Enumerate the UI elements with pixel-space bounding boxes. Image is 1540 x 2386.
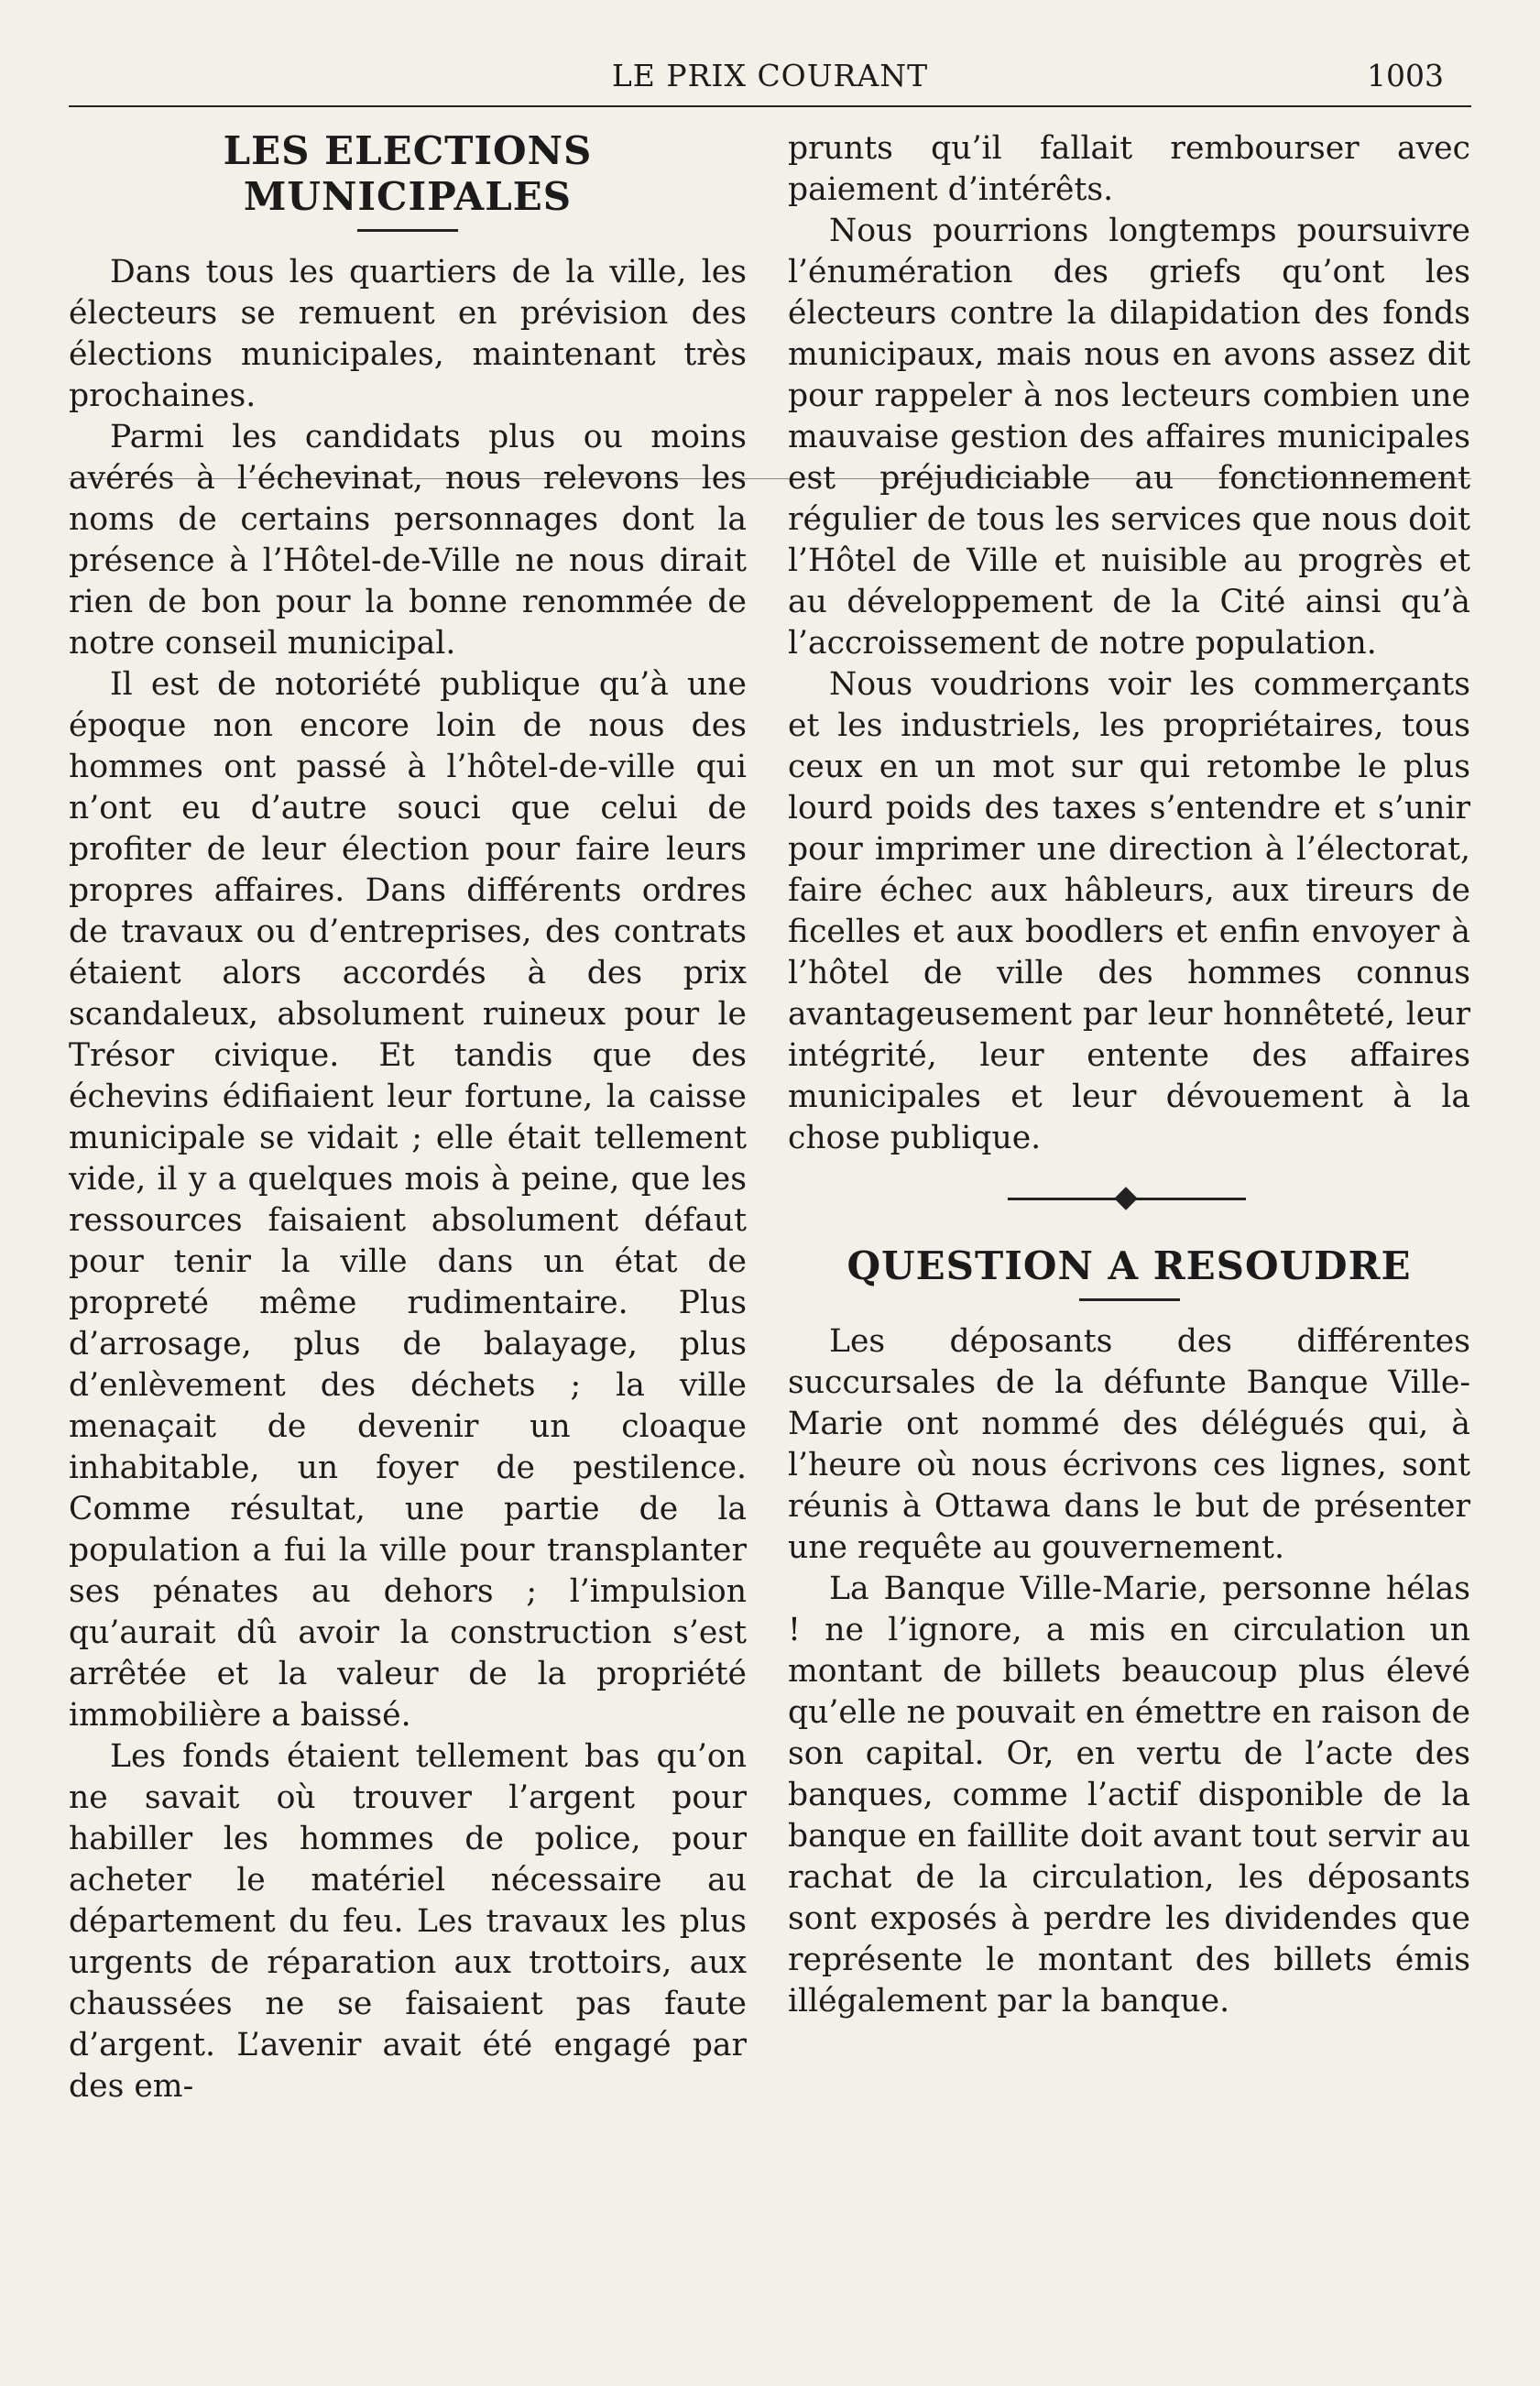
running-title: LE PRIX COURANT [611,58,929,93]
title-rule [357,229,458,232]
running-head [69,50,1471,107]
right-column [788,128,1470,2022]
article-paragraph: Nous pourrions longtemps poursuivre l’énumération des griefs qu’ont les électeurs contre la dilapidation des fonds municipaux, mais nous en avons assez dit pour rappeler à nos lecteurs combien une mauvaise gestion des affaires municipales est préjudiciable au fonctionnement régulier de tous les services que nous doit l’Hôtel de Ville et nuisible au progrès et au développement de la Cité ainsi qu’à l’accroissement de notre population. [788,213,1470,662]
ornament-diamond-icon [1114,1187,1137,1209]
article-paragraph-continued: prunts qu’il fallait rembourser avec paiement d’intérêts. [788,130,1470,208]
article-title-question: QUESTION A RESOUDRE [846,1243,1412,1288]
article-paragraph: Les fonds étaient tellement bas qu’on ne savait où trouver l’argent pour habiller les hommes de police, pour acheter le matériel nécessaire au département du feu. Les travaux les plus urgents de réparation aux trottoirs, aux chaussées ne se faisaient pas faute d’argent. L’avenir avait été engagé par des em- [69,1738,747,2105]
article-paragraph: Nous voudrions voir les commerçants et les industriels, les propriétaires, tous ceux en un mot sur qui retombe le plus lourd poids des taxes s’entendre et s’unir pour imprimer une direction à l’électorat, faire échec aux hâbleurs, aux tireurs de ficelles et aux boodlers et enfin envoyer à l’hôtel de ville des hommes connus avantageusement par leur honnêteté, leur intégrité, leur entente des affaires municipales et leur dévouement à la chose publique. [788,666,1470,1156]
title-rule [1079,1298,1180,1301]
article-paragraph: Il est de notoriété publique qu’à une époque non encore loin de nous des hommes ont passé à l’hôtel-de-ville qui n’ont eu d’autre souci que celui de profiter de leur élection pour faire leurs propres affaires. Dans différents ordres de travaux ou d’entreprises, des contrats étaient alors accordés à des prix scandaleux, absolument ruineux pour le Trésor civique. Et tandis que des échevins édifiaient leur fortune, la caisse municipale se vidait ; elle était tellement vide, il y a quelques mois à peine, que les ressources faisaient absolument défaut pour tenir la ville dans un état de propreté même rudimentaire. Plus d’arrosage, plus de balayage, plus d’enlèvement des déchets ; la ville menaçait de devenir un cloaque inhabitable, un foyer de pestilence. Comme résultat, une partie de la population a fui la ville pour transplanter ses pénates au dehors ; l’impulsion qu’aurait dû avoir la construction s’est arrêtée et la valeur de la propriété immobilière a baissé. [69,666,747,1734]
page-number: 1003 [1367,58,1444,93]
article-title-elections: LES ELECTIONS MUNICIPALES [223,128,593,219]
left-column [69,128,747,2107]
section-ornament [788,1172,1470,1227]
article-paragraph: Les déposants des différentes succursales de la défunte Banque Ville-Marie ont nommé des délégués qui, à l’heure où nous écrivons ces lignes, sont réunis à Ottawa dans le but de présenter une requête au gouvernement. [788,1323,1470,1566]
article-paragraph: La Banque Ville-Marie, personne hélas ! ne l’ignore, a mis en circulation un montant de billets beaucoup plus élevé qu’elle ne pouvait en émettre en raison de son capital. Or, en vertu de l’acte des banques, comme l’actif disponible de la banque en faillite doit avant tout servir au rachat de la circulation, les déposants sont exposés à perdre les dividendes que représente le montant des billets émis illégalement par la banque. [788,1571,1470,2019]
article-paragraph: Parmi les candidats plus ou moins avérés à l’échevinat, nous relevons les noms de certains personnages dont la présence à l’Hôtel-de-Ville ne nous dirait rien de bon pour la bonne renommée de notre conseil municipal. [69,419,747,662]
article-paragraph: Dans tous les quartiers de la ville, les électeurs se remuent en prévision des élections municipales, maintenant très prochaines. [69,254,747,414]
